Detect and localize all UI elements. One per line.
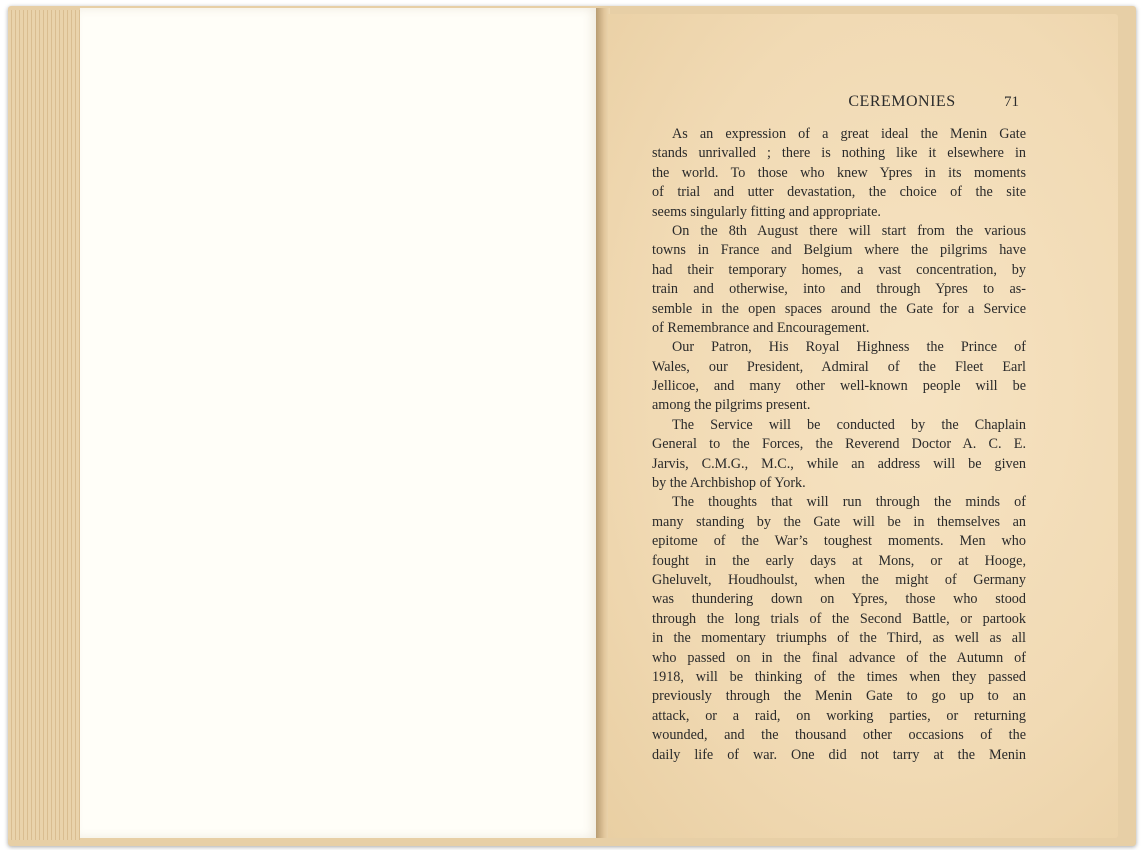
text-line: towns in France and Belgium where the pilgrims have bbox=[652, 242, 1026, 259]
body-text bbox=[652, 125, 1026, 765]
text-line: among the pilgrims present. bbox=[652, 397, 811, 414]
text-line: epitome of the War’s toughest moments. Men who bbox=[652, 533, 1026, 550]
text-line: had their temporary homes, a vast concentration, by bbox=[652, 261, 1026, 278]
text-line: The Service will be conducted by the Chaplain bbox=[672, 416, 1026, 433]
text-line: fought in the early days at Mons, or at Hooge, bbox=[652, 552, 1026, 569]
text-line: Wales, our President, Admiral of the Fleet Earl bbox=[652, 358, 1026, 375]
text-line: semble in the open spaces around the Gate for a Service bbox=[652, 300, 1026, 317]
text-line: in the momentary triumphs of the Third, as well as all bbox=[652, 630, 1026, 647]
text-line: Our Patron, His Royal Highness the Prince of bbox=[672, 339, 1026, 356]
text-line: previously through the Menin Gate to go up to an bbox=[652, 688, 1026, 705]
text-line: Gheluvelt, Houdhoulst, when the might of Germany bbox=[652, 571, 1026, 588]
right-page bbox=[608, 14, 1118, 838]
page-number: 71 bbox=[1004, 94, 1019, 110]
text-line: The thoughts that will run through the minds of bbox=[672, 494, 1026, 511]
text-line: On the 8th August there will start from the various bbox=[672, 222, 1026, 239]
text-line: was thundering down on Ypres, those who stood bbox=[652, 591, 1026, 608]
text-line: train and otherwise, into and through Ypres to as- bbox=[652, 281, 1026, 298]
left-page-blank bbox=[80, 8, 598, 838]
text-line: of Remembrance and Encouragement. bbox=[652, 319, 870, 336]
text-line: stands unrivalled ; there is nothing like it elsewhere in bbox=[652, 145, 1026, 162]
text-line: by the Archbishop of York. bbox=[652, 475, 806, 492]
text-line: many standing by the Gate will be in themselves an bbox=[652, 513, 1026, 530]
text-line: 1918, will be thinking of the times when they passed bbox=[652, 668, 1026, 685]
text-line: the world. To those who knew Ypres in its moments bbox=[652, 164, 1026, 181]
running-head: CEREMONIES bbox=[848, 93, 956, 110]
text-line: who passed on in the final advance of the Autumn of bbox=[652, 649, 1026, 666]
text-line: Jellicoe, and many other well-known people will be bbox=[652, 378, 1026, 395]
text-line: As an expression of a great ideal the Menin Gate bbox=[672, 126, 1026, 142]
text-line: daily life of war. One did not tarry at the Menin bbox=[652, 746, 1026, 763]
text-line: Jarvis, C.M.G., M.C., while an address will be given bbox=[652, 455, 1026, 472]
page-edges bbox=[8, 10, 80, 840]
text-line: through the long trials of the Second Battle, or partook bbox=[652, 610, 1026, 627]
text-line: wounded, and the thousand other occasions of the bbox=[652, 727, 1026, 744]
text-line: of trial and utter devastation, the choice of the site bbox=[652, 184, 1026, 201]
text-line: General to the Forces, the Reverend Doctor A. C. E. bbox=[652, 436, 1026, 453]
text-line: seems singularly fitting and appropriate. bbox=[652, 203, 881, 220]
text-line: attack, or a raid, on working parties, or returning bbox=[652, 707, 1026, 724]
